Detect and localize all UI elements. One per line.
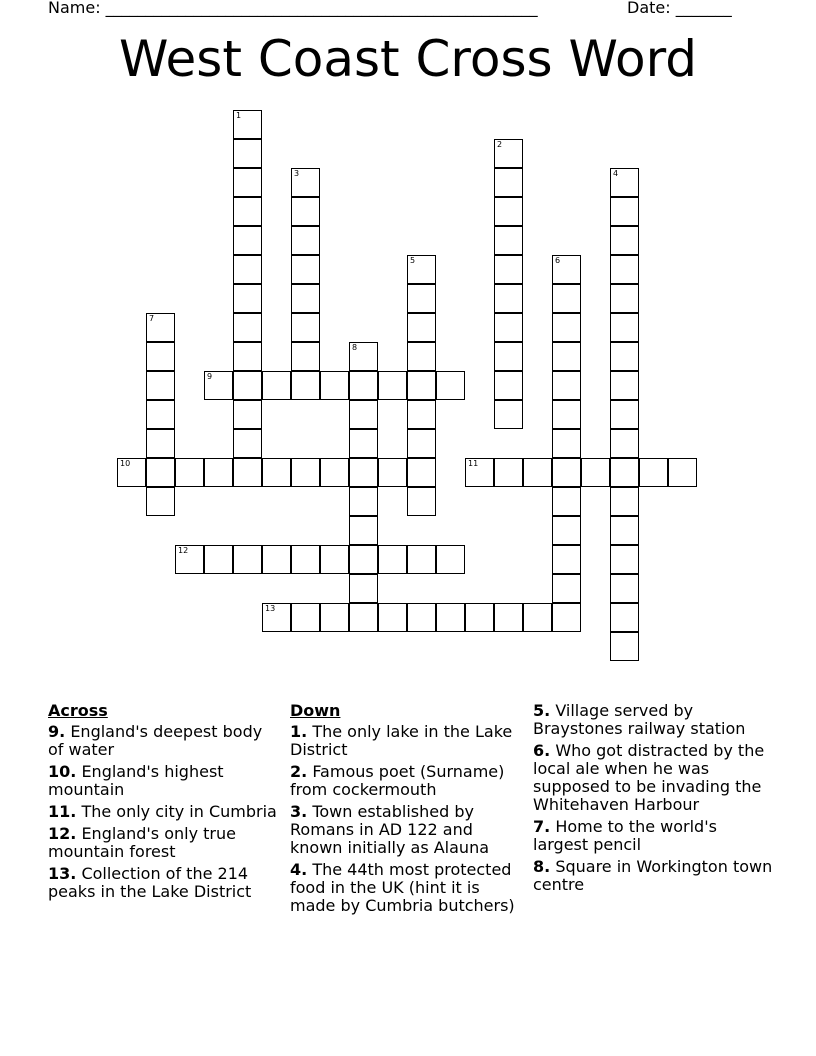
grid-cell[interactable]	[175, 458, 204, 487]
grid-cell[interactable]	[552, 516, 581, 545]
grid-cell[interactable]	[552, 487, 581, 516]
clue-down-8: 8. Square in Workington town centre	[533, 857, 773, 894]
grid-cell[interactable]	[233, 226, 262, 255]
grid-cell[interactable]	[610, 313, 639, 342]
grid-cell[interactable]	[494, 313, 523, 342]
grid-cell[interactable]	[407, 284, 436, 313]
grid-cell[interactable]	[610, 226, 639, 255]
grid-cell[interactable]	[291, 371, 320, 400]
cell-number: 10	[120, 459, 131, 468]
grid-cell[interactable]	[552, 429, 581, 458]
grid-cell[interactable]	[291, 342, 320, 371]
grid-cell[interactable]	[407, 603, 436, 632]
grid-cell[interactable]	[291, 545, 320, 574]
grid-cell[interactable]	[610, 197, 639, 226]
clue-down-3: 3. Town established by Romans in AD 122 and known initially as Alauna	[290, 802, 490, 857]
clue-across-10: 10. England's highest mountain	[48, 762, 224, 799]
grid-cell[interactable]	[320, 545, 349, 574]
grid-cell[interactable]	[233, 139, 262, 168]
grid-cell[interactable]	[291, 255, 320, 284]
grid-cell[interactable]	[552, 255, 581, 284]
grid-cell[interactable]	[146, 429, 175, 458]
grid-cell[interactable]	[494, 603, 523, 632]
down-clues-continued	[533, 702, 773, 898]
grid-cell[interactable]	[639, 458, 668, 487]
grid-cell[interactable]	[610, 168, 639, 197]
grid-cell[interactable]	[291, 603, 320, 632]
grid-cell[interactable]	[349, 574, 378, 603]
grid-cell[interactable]	[610, 400, 639, 429]
grid-cell[interactable]	[407, 313, 436, 342]
grid-cell[interactable]	[233, 545, 262, 574]
grid-cell[interactable]	[233, 168, 262, 197]
down-heading: Down	[290, 701, 341, 720]
grid-cell[interactable]	[117, 458, 146, 487]
grid-cell[interactable]	[204, 545, 233, 574]
grid-cell[interactable]	[291, 284, 320, 313]
grid-cell[interactable]	[320, 458, 349, 487]
down-clues	[290, 702, 526, 919]
grid-cell[interactable]	[610, 574, 639, 603]
grid-cell[interactable]	[494, 226, 523, 255]
clue-down-5: 5. Village served by Braystones railway station	[533, 701, 746, 738]
grid-cell[interactable]	[610, 603, 639, 632]
grid-cell[interactable]	[407, 255, 436, 284]
date-field-label: Date: _______	[627, 0, 732, 17]
grid-cell[interactable]	[349, 487, 378, 516]
grid-cell[interactable]	[233, 255, 262, 284]
clue-across-11: 11. The only city in Cumbria	[48, 802, 277, 821]
name-field-label: Name: ______________________________________________________	[48, 0, 538, 17]
clue-across-12: 12. England's only true mountain forest	[48, 824, 236, 861]
grid-cell[interactable]	[494, 197, 523, 226]
grid-cell[interactable]	[610, 516, 639, 545]
grid-cell[interactable]	[320, 371, 349, 400]
grid-cell[interactable]	[610, 487, 639, 516]
grid-cell[interactable]	[610, 371, 639, 400]
grid-cell[interactable]	[146, 458, 175, 487]
grid-cell[interactable]	[262, 371, 291, 400]
clue-across-9: 9. England's deepest body of water	[48, 722, 263, 759]
cell-number: 13	[265, 604, 276, 613]
grid-cell[interactable]	[436, 545, 465, 574]
grid-cell[interactable]	[204, 371, 233, 400]
grid-cell[interactable]	[378, 371, 407, 400]
grid-cell[interactable]	[610, 284, 639, 313]
grid-cell[interactable]	[494, 255, 523, 284]
grid-cell[interactable]	[552, 342, 581, 371]
grid-cell[interactable]	[233, 342, 262, 371]
grid-cell[interactable]	[610, 545, 639, 574]
grid-cell[interactable]	[378, 458, 407, 487]
grid-cell[interactable]	[349, 458, 378, 487]
grid-cell[interactable]	[494, 139, 523, 168]
grid-cell[interactable]	[407, 458, 436, 487]
grid-cell[interactable]	[349, 516, 378, 545]
grid-cell[interactable]	[233, 400, 262, 429]
grid-cell[interactable]	[552, 313, 581, 342]
grid-cell[interactable]	[291, 168, 320, 197]
grid-cell[interactable]	[233, 313, 262, 342]
grid-cell[interactable]	[610, 458, 639, 487]
grid-cell[interactable]	[610, 342, 639, 371]
grid-cell[interactable]	[146, 487, 175, 516]
grid-cell[interactable]	[494, 400, 523, 429]
grid-cell[interactable]	[407, 342, 436, 371]
across-clues	[48, 702, 278, 905]
grid-cell[interactable]	[523, 603, 552, 632]
grid-cell[interactable]	[349, 371, 378, 400]
grid-cell[interactable]	[262, 603, 291, 632]
cell-number: 2	[497, 140, 503, 149]
grid-cell[interactable]	[349, 400, 378, 429]
grid-cell[interactable]	[407, 371, 436, 400]
grid-cell[interactable]	[349, 429, 378, 458]
grid-cell[interactable]	[436, 371, 465, 400]
grid-cell[interactable]	[494, 284, 523, 313]
cell-number: 8	[352, 343, 358, 352]
grid-cell[interactable]	[552, 574, 581, 603]
grid-cell[interactable]	[494, 168, 523, 197]
grid-cell[interactable]	[291, 458, 320, 487]
cell-number: 9	[207, 372, 213, 381]
puzzle-title: West Coast Cross Word	[119, 30, 697, 88]
grid-cell[interactable]	[552, 371, 581, 400]
grid-cell[interactable]	[407, 429, 436, 458]
grid-cell[interactable]	[233, 429, 262, 458]
grid-cell[interactable]	[610, 429, 639, 458]
clue-across-13: 13. Collection of the 214 peaks in the Lake District	[48, 864, 252, 901]
grid-cell[interactable]	[552, 603, 581, 632]
cell-number: 7	[149, 314, 155, 323]
grid-cell[interactable]	[233, 197, 262, 226]
grid-cell[interactable]	[291, 197, 320, 226]
clue-down-4: 4. The 44th most protected food in the UK (hint it is made by Cumbria butchers)	[290, 860, 515, 915]
grid-cell[interactable]	[146, 371, 175, 400]
grid-cell[interactable]	[494, 458, 523, 487]
grid-cell[interactable]	[175, 545, 204, 574]
grid-cell[interactable]	[146, 400, 175, 429]
grid-cell[interactable]	[523, 458, 552, 487]
grid-cell[interactable]	[436, 603, 465, 632]
clue-down-7: 7. Home to the world's largest pencil	[533, 817, 717, 854]
grid-cell[interactable]	[233, 371, 262, 400]
cell-number: 1	[236, 111, 242, 120]
across-heading: Across	[48, 701, 108, 720]
grid-cell[interactable]	[552, 545, 581, 574]
grid-cell[interactable]	[146, 313, 175, 342]
grid-cell[interactable]	[233, 110, 262, 139]
cell-number: 5	[410, 256, 416, 265]
grid-cell[interactable]	[204, 458, 233, 487]
grid-cell[interactable]	[668, 458, 697, 487]
grid-cell[interactable]	[146, 342, 175, 371]
grid-cell[interactable]	[378, 603, 407, 632]
grid-cell[interactable]	[262, 458, 291, 487]
grid-cell[interactable]	[349, 545, 378, 574]
grid-cell[interactable]	[349, 342, 378, 371]
grid-cell[interactable]	[552, 400, 581, 429]
grid-cell[interactable]	[407, 487, 436, 516]
grid-cell[interactable]	[291, 313, 320, 342]
grid-cell[interactable]	[407, 400, 436, 429]
cell-number: 12	[178, 546, 189, 555]
grid-cell[interactable]	[407, 545, 436, 574]
grid-cell[interactable]	[465, 458, 494, 487]
grid-cell[interactable]	[465, 603, 494, 632]
clue-down-6: 6. Who got distracted by the local ale when he was supposed to be invading the Whitehaven Harbour	[533, 741, 765, 814]
cell-number: 3	[294, 169, 300, 178]
grid-cell[interactable]	[494, 342, 523, 371]
grid-cell[interactable]	[581, 458, 610, 487]
grid-cell[interactable]	[494, 371, 523, 400]
grid-cell[interactable]	[320, 603, 349, 632]
grid-cell[interactable]	[610, 632, 639, 661]
grid-cell[interactable]	[262, 545, 291, 574]
grid-cell[interactable]	[378, 545, 407, 574]
grid-cell[interactable]	[552, 458, 581, 487]
cell-number: 11	[468, 459, 479, 468]
grid-cell[interactable]	[291, 226, 320, 255]
clue-down-2: 2. Famous poet (Surname) from cockermouth	[290, 762, 505, 799]
clue-down-1: 1. The only lake in the Lake District	[290, 722, 513, 759]
grid-cell[interactable]	[349, 603, 378, 632]
cell-number: 4	[613, 169, 619, 178]
grid-cell[interactable]	[610, 255, 639, 284]
cell-number: 6	[555, 256, 561, 265]
grid-cell[interactable]	[552, 284, 581, 313]
grid-cell[interactable]	[233, 458, 262, 487]
grid-cell[interactable]	[233, 284, 262, 313]
